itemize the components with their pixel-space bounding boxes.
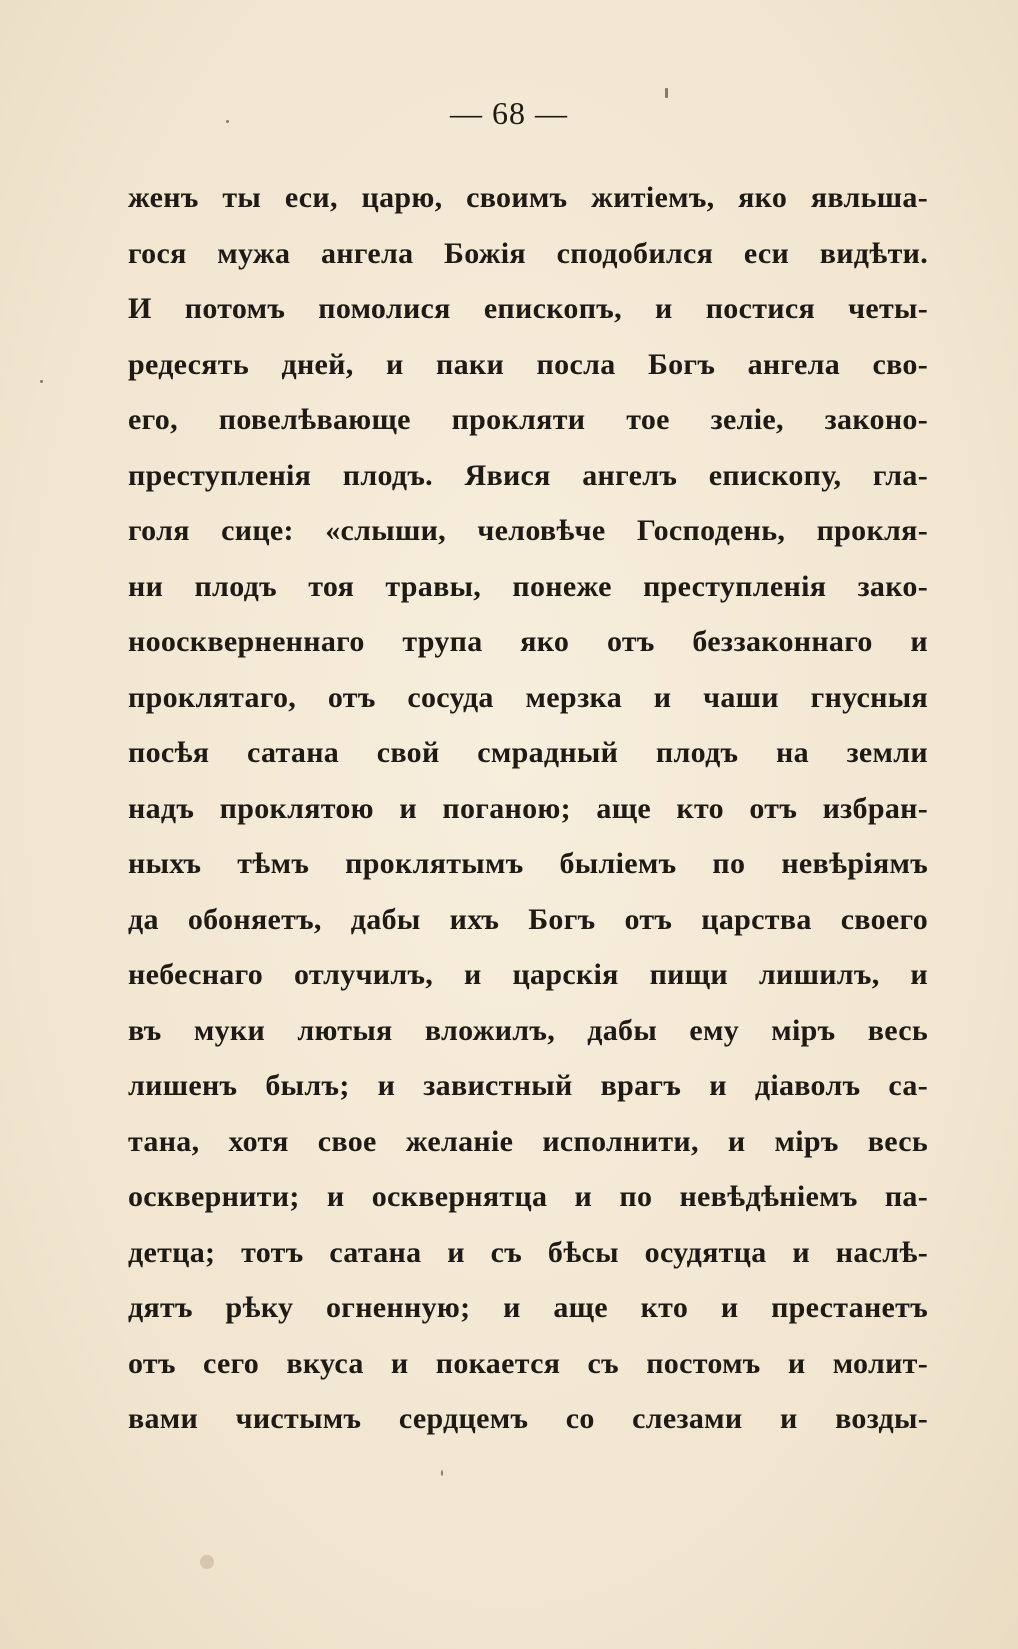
- paper-speck: [40, 380, 43, 383]
- text-line: небеснаго отлучилъ, и царскія пищи лишилъ, и: [128, 958, 928, 991]
- text-line: голя сице: «слыши, человѣче Господень, прокля-: [128, 514, 928, 547]
- paper-speck: [665, 88, 668, 98]
- text-line: И потомъ помолися епископъ, и постися четы-: [128, 292, 928, 325]
- paper-speck: [441, 1470, 443, 1476]
- paper-speck: [200, 1555, 214, 1569]
- text-line: въ муки лютыя вложилъ, дабы ему міръ весь: [128, 1013, 928, 1047]
- text-line: нооскверненнаго трупа яко отъ беззаконнаго и: [128, 625, 928, 658]
- text-line: ни плодъ тоя травы, понеже преступленія зако-: [128, 569, 928, 603]
- text-line: надъ проклятою и поганою; аще кто отъ избран-: [128, 791, 928, 825]
- body-text: [128, 170, 928, 1447]
- text-line: его, повелѣвающе прокляти тое зеліе, законо-: [128, 403, 928, 436]
- text-line: лишенъ былъ; и завистный врагъ и діаволъ са-: [128, 1069, 928, 1102]
- text-line: преступленія плодъ. Явися ангелъ епископу, гла-: [128, 458, 928, 492]
- text-line: да обоняетъ, дабы ихъ Богъ отъ царства своего: [128, 902, 928, 936]
- text-line: детца; тотъ сатана и съ бѣсы осудятца и наслѣ-: [128, 1235, 928, 1269]
- text-line: гося мужа ангела Божія сподобился еси видѣти.: [128, 236, 928, 270]
- text-line: тана, хотя свое желаніе исполнити, и міръ весь: [128, 1124, 928, 1158]
- text-line: дятъ рѣку огненную; и аще кто и престанетъ: [128, 1291, 928, 1324]
- text-line: вами чистымъ сердцемъ со слезами и возды-: [128, 1402, 928, 1435]
- text-line: женъ ты еси, царю, своимъ житіемъ, яко явльша-: [128, 181, 928, 214]
- text-line: проклятаго, отъ сосуда мерзка и чаши гнусныя: [128, 680, 928, 714]
- text-line: осквернити; и осквернятца и по невѣдѣніемъ па-: [128, 1180, 928, 1213]
- text-line: редесять дней, и паки посла Богъ ангела сво-: [128, 347, 928, 381]
- text-line: ныхъ тѣмъ проклятымъ быліемъ по невѣріямъ: [128, 847, 928, 880]
- text-line: посѣя сатана свой смрадный плодъ на земли: [128, 736, 928, 769]
- page-number: — 68 —: [450, 95, 568, 131]
- paper-speck: [226, 120, 229, 123]
- text-line: отъ сего вкуса и покается съ постомъ и молит-: [128, 1346, 928, 1380]
